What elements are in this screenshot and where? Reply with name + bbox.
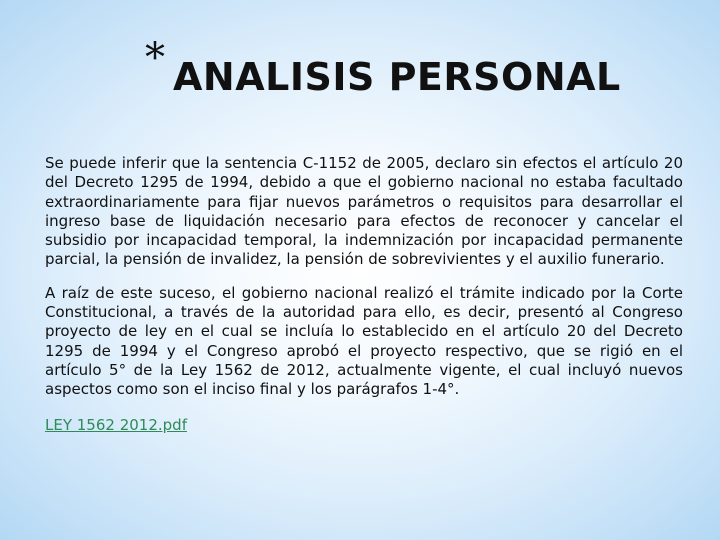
slide-title: ANALISIS PERSONAL bbox=[173, 55, 621, 99]
body-text bbox=[45, 154, 683, 435]
paragraph-1: Se puede inferir que la sentencia C-1152 de 2005, declaro sin efectos el artículo 20 del Decreto 1295 de 1994, debido a que el gobierno nacional no estaba facultado extraordinariamente para fijar nuevos parámetros o requisitos para desarrollar el ingreso base de liquidación necesario para efectos de reconocer y cancelar el subsidio por incapacidad temporal, la indemnización por incapacidad permanente parcial, la pensión de invalidez, la pensión de sobrevivientes y el auxilio funerario. bbox=[45, 154, 683, 269]
asterisk-bullet-icon: * bbox=[145, 35, 165, 81]
title-row bbox=[145, 35, 685, 108]
paragraph-2: A raíz de este suceso, el gobierno nacional realizó el trámite indicado por la Corte Constitucional, a través de la autoridad para ello, es decir, presentó al Congreso proyecto de ley en el cual se incluía lo establecido en el artículo 20 del Decreto 1295 de 1994 y el Congreso aprobó el proyecto respectivo, que se rigió en el artículo 5° de la Ley 1562 de 2012, actualmente vigente, el cual incluyó nuevos aspectos como son el inciso final y los parágrafos 1-4°. bbox=[45, 283, 683, 399]
pdf-link[interactable]: LEY 1562 2012.pdf bbox=[45, 415, 187, 434]
